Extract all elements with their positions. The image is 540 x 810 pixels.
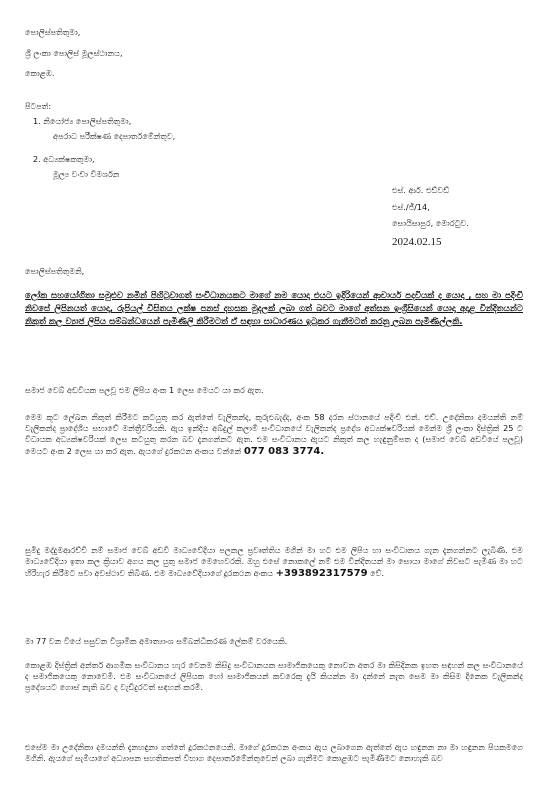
phone-number-2: +393892317579: [275, 568, 368, 580]
copy-1-dept: අපරාධ පරීක්ෂණ දෙපාර්තමේන්තුව,: [53, 131, 176, 141]
paragraph-4: මා 77 වන වියේ පසුවන විශ්‍රාමික අමාත්‍යාංශ සම්බන්ධීකරණ ලේකම් වරයෙකි.: [25, 636, 288, 646]
sender-address-2: සොයිසාපුර, මොරටුව.: [392, 218, 469, 228]
paragraph-3-text: සුමිදු මද්දුමආරච්චි නම් සමාජ වෙබ් අඩවි මාධ්‍යවේදියා පලකල ප්‍රවෘත්තිය මගින් මා හට එම ලිපිය හා සංවිධානය ගැන දැනගන්නට ලැබිණි. එම මාධ්‍යවේදියා ඉතා කල ක්‍රියාව අගය කල යුතු සමාජ මෙහෙවරකි. ඔහු එසේ නොකලේ නම් එම වින්දිතයන් මා සොයා මාගේ නිවසට පැමිණ මා හට හිරිහැර කිරීමට පවා අවස්ථාව තිබිණ. එම මාධ්‍යවේදියාගේ දූරකථන අංකය: [25, 545, 523, 579]
paragraph-1: සමාජ වෙබ් අඩවියක පලවූ එම ලිපිය අංක 1 ලෙස මෙයට යා කර ඇත.: [25, 385, 264, 395]
recipient-line-3: කොළඹ.: [25, 68, 55, 78]
letter-date: 2024.02.15: [392, 235, 442, 248]
sender-address-1: එස්./ජී/14,: [392, 201, 430, 212]
paragraph-3-end: වේ.: [370, 568, 385, 579]
recipient-line-1: පොලිස්පතිතුමා,: [25, 27, 81, 37]
copy-2-title: 2. අධ්‍යක්ෂකතුමා,: [33, 154, 95, 164]
copy-1-title: 1. නියෝජ්‍ය පොලිස්පතිතුමා,: [33, 116, 132, 126]
recipient-address: [25, 27, 325, 89]
paragraph-2-text: මෙම කූට ලේඛන නිකුත් කිරීමට කටයුතු කර ඇත්තේ වැලිකන්ද, කුරුළුබැද්ද, අංක 58 දරන ස්ථානයේ පදිංචි එන්. එච්. උදේනිකා දමයන්ති නම් වැලිකන්ද ප්‍රාදේශීය සභාවේ මන්ත්‍රීවරියකි. ඇය ඉන්දිය අබ්දුල් කලාම් සංවිධානයේ වැලිකන්ද ප්‍රදේශ අධ්‍යක්ෂවරියක් මෙන්ම ශ්‍රී ලංකා දිස්ත්‍රික් 25 ට විධායක අධ්‍යක්ෂවරියක් ලෙස කටයුතු කරන බව දැනගන්නට ඇත. එම සංවිධානය ඇයට නිකුත් කල හැඳුනුම්පත ද (සමාජ වෙබ් අඩවියේ පලවූ) මෙයට අංක 2 ලෙස යා කර ඇත. ඇයගේ දුරකථන අංකය වන්නේ: [25, 412, 523, 457]
paragraph-5: කොළඹ දිස්ත්‍රික් අන්තර් ආගමික සංවිධානය හැර වෙනම කිසිදු සංවිධානයක සාමාජිකයෙකු නොවන අතර මා කිසිදිනක ඉහත සඳහන් කල සංවිධානයේ ද සමාජිකයෙකු නොවෙමි. එම සංවිධානයේ ලිපියක හෝ සාමාජිකයන් කවරෙකු දැයි කියන්න මා දන්නේ නැත සෙම මා කිසිම දිනෙක වැලිකන්ද ප්‍රදේශයට ගොස් නැති බව ද වැඩිදුරටත් සඳහන් කරමි.: [25, 660, 523, 693]
sender-address: [392, 185, 532, 251]
paragraph-2: [25, 412, 523, 459]
paragraph-6: එසේම මා උදේනිකා දමයන්ති දැනහඳුනා ගත්තේ දූරකථනයෙනි. මාගේ දූරකථන අංකය ඇය ලබාගෙන ඇත්තේ ඇය හඳුනන නා මා හඳුනන පියකමගෙ මගිනි. ඇයගේ සැමියාගේ අධ්‍යාපන සහතිකපත් විභාග දෙපාර්තමේන්තුවෙන් ලබා ගැනීමට කොළඹට පැමිණීමට නොහැකි බව: [25, 742, 523, 764]
sender-name: එස්. ආර්. එඩ්වඩ්: [392, 185, 450, 195]
copies-heading: පිටපත්:: [25, 101, 52, 111]
copies-list: [25, 101, 325, 184]
paragraph-3: [25, 545, 523, 581]
recipient-line-2: ශ්‍රී ලංකා පොලිස් මූලස්ථානය,: [25, 47, 123, 58]
letter-subject: ලෝක සහයෝගිතා සමුළුව නමින් පිහිටුවාගත් සංවිධානයකට මාගේ නම යොදා එයට ඉදිරියෙන් ආචාර්ය පදවියක් ද යොදා , සහ මා පදිංචි නිවසේ ලිපිනයත් යොදා, රුපියල් විසිතය ලක්ෂ පනස් දහසක මුදලක් ලබා ගත් බවට මාගේ අත්සන ඉංග්‍රීසියෙන් යොදා අදාළ වින්දිතයන්ට නිකුත් කල ව්‍යාජ ලිපිය සම්බන්ධයෙන් පැමිණිලි කිරීමටත් ඒ සඳහා සාධාරණය ඉටුකර ගැනීමටත් කරනු ලබන පැමිණිල්ලකි.: [25, 291, 523, 328]
salutation: පොලිස්පතිතුමනි,: [25, 266, 85, 276]
copy-2-dept: මූල්‍ය වංචා විමර්ශන: [53, 169, 120, 179]
phone-number-1: 077 083 3774.: [243, 446, 325, 458]
